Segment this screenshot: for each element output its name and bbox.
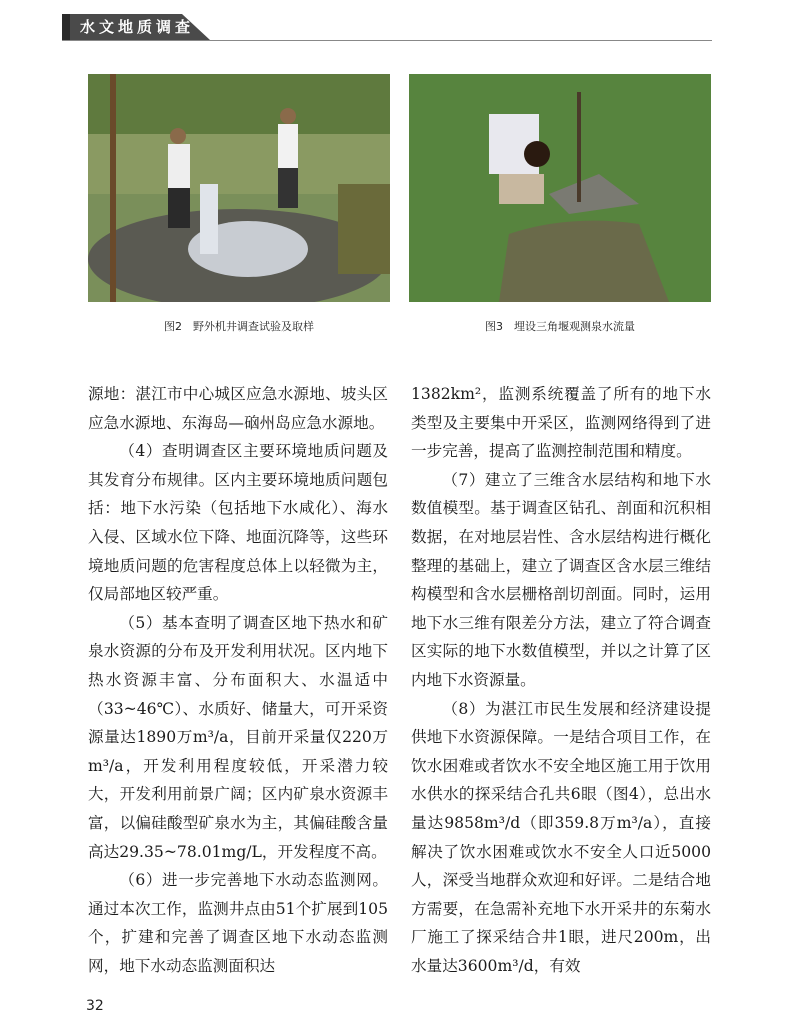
paragraph: 1382km²，监测系统覆盖了所有的地下水类型及主要集中开采区，监测网络得到了进一步完善，提高了监测控制范围和精度。 — [411, 385, 711, 461]
paragraph: 源地：湛江市中心城区应急水源地、坡头区应急水源地、东海岛—硇州岛应急水源地。 — [88, 385, 388, 432]
header-rule — [62, 40, 712, 41]
paragraph: （8）为湛江市民生发展和经济建设提供地下水资源保障。一是结合项目工作，在饮水困难或者饮水不安全地区施工用于饮用水供水的探采结合孔共6眼（图4），总出水量达9858m³/d（即359.8万m³/a），直接解决了饮水困难或饮水不安全人口近5000人，深受当地群众欢迎和好评。二是结合地方需要，在急需补充地下水开采井的东菊水厂施工了探采结合井1眼，进尺200m，出水量达3600m³/d，有效 — [411, 699, 711, 975]
header-title: 水文地质调查 — [80, 18, 195, 36]
figure-2-photo — [88, 74, 390, 302]
page-number: 32 — [86, 998, 104, 1014]
paragraph: （7）建立了三维含水层结构和地下水数值模型。基于调查区钻孔、剖面和沉积相数据，在对地层岩性、含水层结构进行概化整理的基础上，建立了调查区含水层三维结构模型和含水层栅格剖切剖面。同时，运用地下水三维有限差分方法，建立了符合调查区实际的地下水数值模型，并以之计算了区内地下水资源量。 — [411, 470, 711, 689]
figure-3-photo — [409, 74, 711, 302]
paragraph: （6）进一步完善地下水动态监测网。通过本次工作，监测井点由51个扩展到105个，扩建和完善了调查区地下水动态监测网，地下水动态监测面积达 — [88, 871, 388, 975]
figure-3-caption: 图3 埋设三角堰观测泉水流量 — [485, 320, 635, 333]
left-column — [88, 380, 388, 980]
figure-2-caption: 图2 野外机井调查试验及取样 — [164, 320, 314, 333]
right-column — [411, 380, 711, 980]
paragraph: （5）基本查明了调查区地下热水和矿泉水资源的分布及开发利用状况。区内地下热水资源丰富、分布面积大、水温适中（33~46℃）、水质好、储量大，可开采资源量达1890万m³/a，目前开采量仅220万m³/a，开发利用程度较低，开采潜力较大，开发利用前景广阔；区内矿泉水资源丰富，以偏硅酸型矿泉水为主，其偏硅酸含量高达29.35~78.01mg/L，开发程度不高。 — [88, 613, 388, 861]
paragraph: （4）查明调查区主要环境地质问题及其发育分布规律。区内主要环境地质问题包括：地下水污染（包括地下水咸化）、海水入侵、区域水位下降、地面沉降等，这些环境地质问题的危害程度总体上以轻微为主，仅局部地区较严重。 — [88, 442, 388, 604]
